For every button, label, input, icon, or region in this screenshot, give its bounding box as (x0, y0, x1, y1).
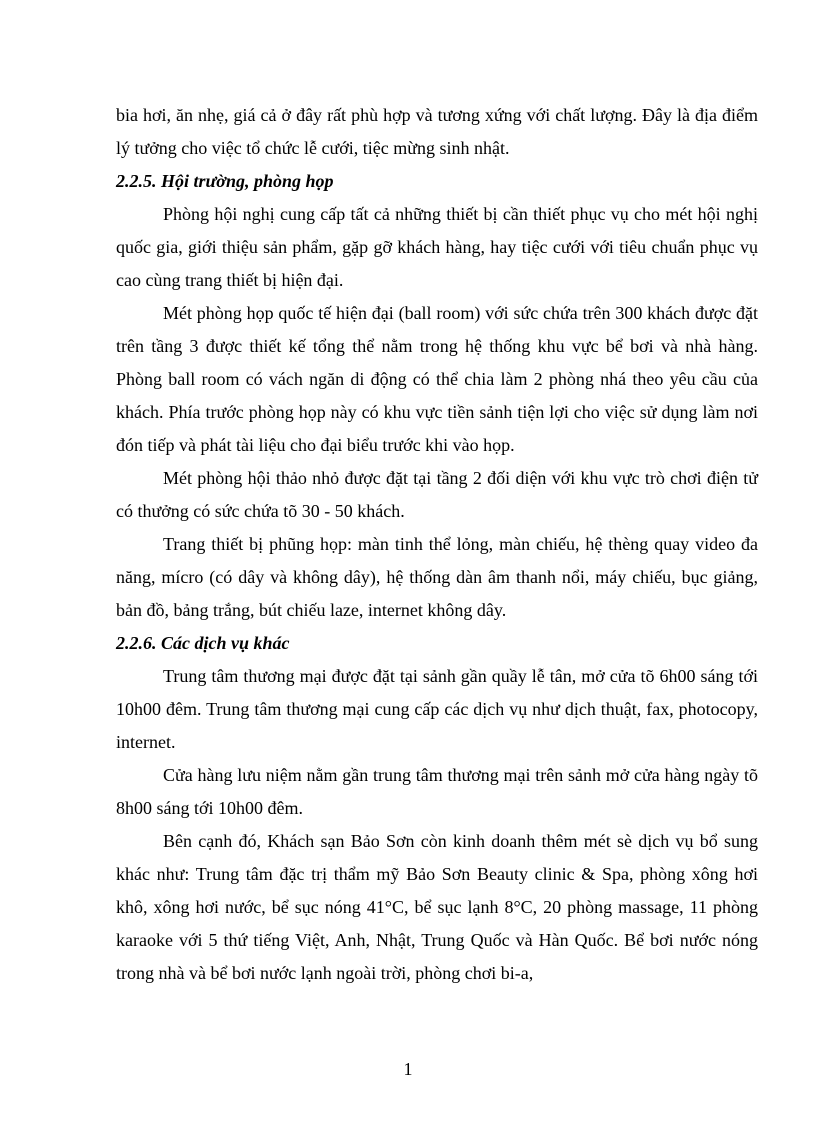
page-number: 1 (403, 1059, 413, 1079)
section-heading-2-2-6: 2.2.6. Các dịch vụ khác (116, 633, 290, 653)
paragraph-business-center: Trung tâm thương mại được đặt tại sảnh gần quầy lễ tân, mở cửa tõ 6h00 sáng tới 10h00 đêm. Trung tâm thương mại cung cấp các dịch vụ như dịch thuật, fax, photocopy, internet. (116, 666, 758, 752)
section-heading-2-2-5: 2.2.5. Hội trường, phòng họp (116, 171, 334, 191)
paragraph-conference-equipment: Phòng hội nghị cung cấp tất cả những thiết bị cần thiết phục vụ cho mét hội nghị quốc gia, giới thiệu sản phẩm, gặp gỡ khách hàng, hay tiệc cưới với tiêu chuẩn phục vụ cao cùng trang thiết bị hiện đại. (116, 204, 758, 290)
paragraph-continued: bia hơi, ăn nhẹ, giá cả ở đây rất phù hợp và tương xứng với chất lượng. Đây là địa điểm lý tưởng cho việc tổ chức lễ cưới, tiệc mừng sinh nhật. (116, 105, 758, 158)
paragraph-souvenir-shop: Cửa hàng lưu niệm nằm gần trung tâm thương mại trên sảnh mở cửa hàng ngày tõ 8h00 sáng tới 10h00 đêm. (116, 765, 758, 818)
paragraph-room-equipment: Trang thiết bị phũng họp: màn tinh thể lỏng, màn chiếu, hệ thèng quay video đa năng, mícro (có dây và không dây), hệ thống dàn âm thanh nổi, máy chiếu, bục giảng, bản đồ, bảng trắng, bút chiếu laze, internet không dây. (116, 534, 758, 620)
paragraph-ballroom: Mét phòng họp quốc tế hiện đại (ball room) với sức chứa trên 300 khách được đặt trên tầng 3 được thiết kế tổng thể nằm trong hệ thống khu vực bể bơi và nhà hàng. Phòng ball room có vách ngăn di động có thể chia làm 2 phòng nhá theo yêu cầu của khách. Phía trước phòng họp này có khu vực tiền sảnh tiện lợi cho việc sử dụng làm nơi đón tiếp và phát tài liệu cho đại biểu trước khi vào họp. (116, 303, 758, 455)
paragraph-small-meeting-room: Mét phòng hội thảo nhỏ được đặt tại tầng 2 đối diện với khu vực trò chơi điện tử có thưởng có sức chứa tõ 30 - 50 khách. (116, 468, 758, 521)
document-page (116, 99, 758, 990)
paragraph-additional-services: Bên cạnh đó, Khách sạn Bảo Sơn còn kinh doanh thêm mét sè dịch vụ bổ sung khác như: Trung tâm đặc trị thẩm mỹ Bảo Sơn Beauty clinic & Spa, phòng xông hơi khô, xông hơi nước, bể sục nóng 41°C, bể sục lạnh 8°C, 20 phòng massage, 11 phòng karaoke với 5 thứ tiếng Việt, Anh, Nhật, Trung Quốc và Hàn Quốc. Bể bơi nước nóng trong nhà và bể bơi nước lạnh ngoài trời, phòng chơi bi-a, (116, 831, 758, 983)
